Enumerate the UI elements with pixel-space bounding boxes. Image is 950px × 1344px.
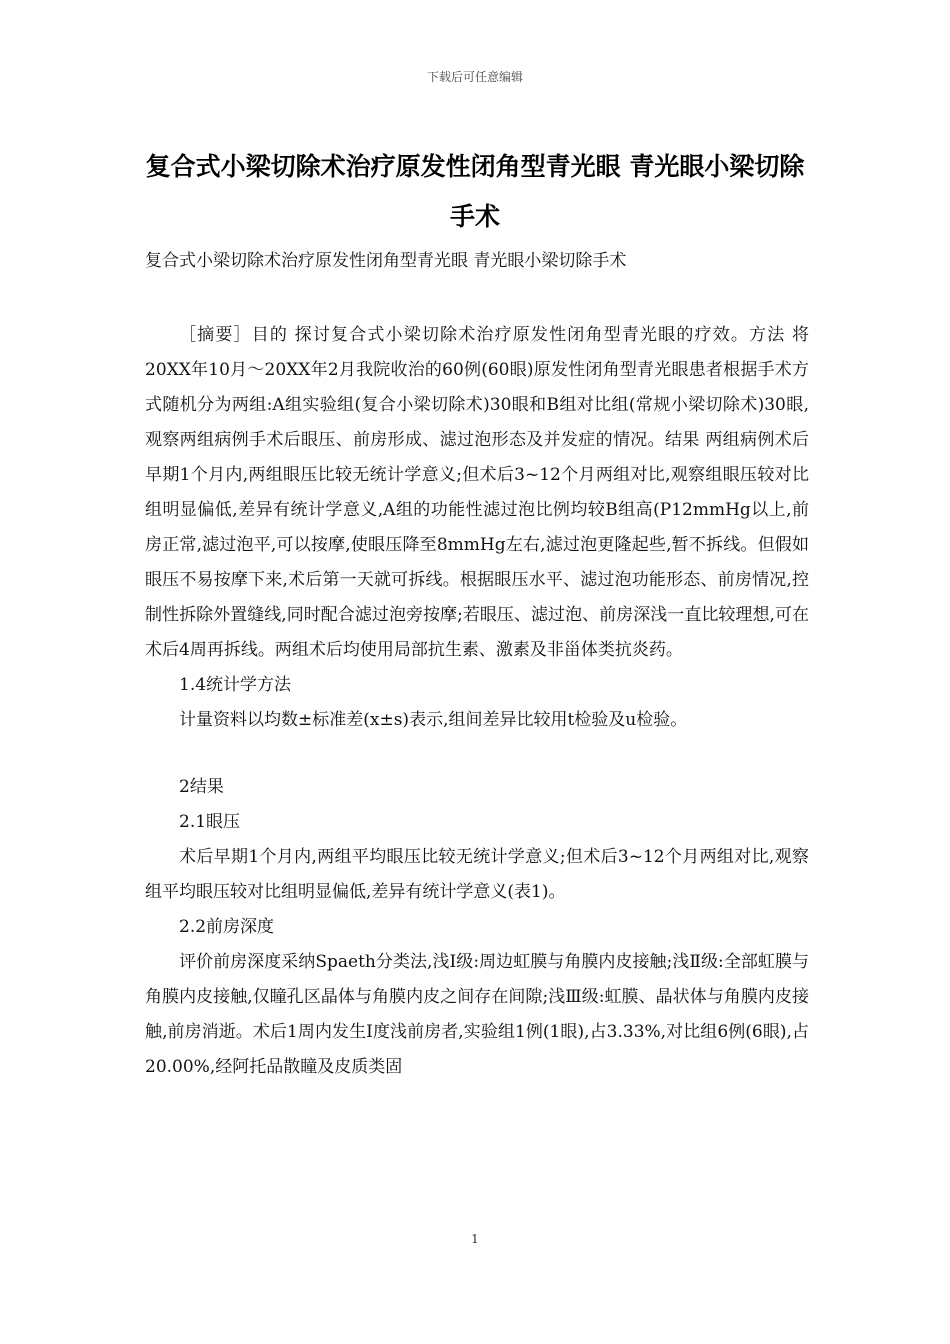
section-heading-2-1: 2.1眼压 [179,812,241,832]
section-paragraph-2-1: 术后早期1个月内,两组平均眼压比较无统计学意义;但术后3~12个月两组对比,观察组平均眼压较对比组明显偏低,差异有统计学意义(表1)。 [145,847,809,902]
section-paragraph-2-2: 评价前房深度采纳Spaeth分类法,浅Ⅰ级:周边虹膜与角膜内皮接触;浅Ⅱ级:全部虹膜与角膜内皮接触,仅瞳孔区晶体与角膜内皮之间存在间隙;浅Ⅲ级:虹膜、晶状体与角膜内皮接触,前房消逝。术后1周内发生Ⅰ度浅前房者,实验组1例(1眼),占3.33%,对比组6例(6眼),占20.00%,经阿托品散瞳及皮质类固 [145,952,809,1077]
document-subtitle: 复合式小梁切除术治疗原发性闭角型青光眼 青光眼小梁切除手术 [145,251,627,271]
document-body [145,318,809,1085]
section-heading-1-4: 1.4统计学方法 [179,675,292,695]
page-number: 1 [471,1232,479,1246]
document-title: 复合式小梁切除术治疗原发性闭角型青光眼 青光眼小梁切除手术 [145,152,805,231]
paragraph-gap [145,738,809,770]
section-heading-2-2: 2.2前房深度 [179,917,275,937]
section-paragraph-1-4: 计量资料以均数±标准差(x±s)表示,组间差异比较用t检验及u检验。 [179,710,688,730]
abstract-paragraph: ［摘要］目的 探讨复合式小梁切除术治疗原发性闭角型青光眼的疗效。方法 将20XX年10月～20XX年2月我院收治的60例(60眼)原发性闭角型青光眼患者根据手术方式随机分为两组:A组实验组(复合小梁切除术)30眼和B组对比组(常规小梁切除术)30眼,观察两组病例手术后眼压、前房形成、滤过泡形态及并发症的情况。结果 两组病例术后早期1个月内,两组眼压比较无统计学意义;但术后3~12个月两组对比,观察组眼压较对比组明显偏低,差异有统计学意义,A组的功能性滤过泡比例均较B组高(P12mmHg以上,前房正常,滤过泡平,可以按摩,使眼压降至8mmHg左右,滤过泡更隆起些,暂不拆线。但假如眼压不易按摩下来,术后第一天就可拆线。根据眼压水平、滤过泡功能形态、前房情况,控制性拆除外置缝线,同时配合滤过泡旁按摩;若眼压、滤过泡、前房深浅一直比较理想,可在术后4周再拆线。两组术后均使用局部抗生素、激素及非甾体类抗炎药。 [145,325,809,660]
section-heading-2: 2结果 [179,777,224,797]
header-note: 下载后可任意编辑 [426,70,523,84]
